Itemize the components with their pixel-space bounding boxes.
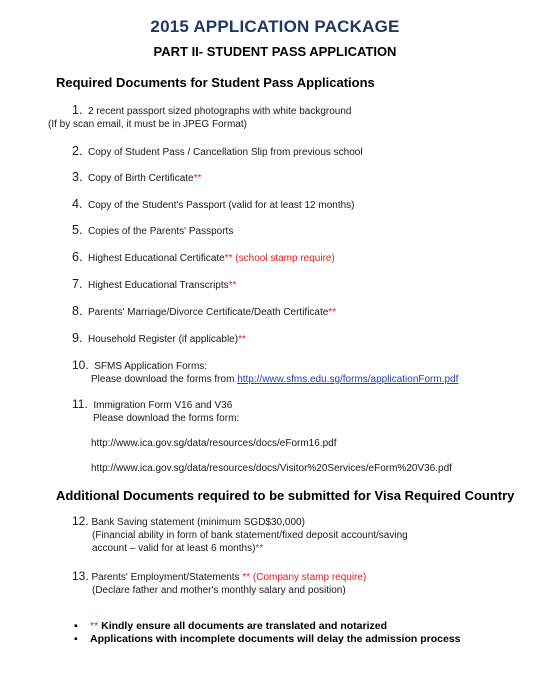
bullet-icon: ▪ [74,620,78,632]
list-item: 10. SFMS Application Forms: Please download the forms from http://www.sfms.edu.sg/forms/applicationForm.pdf [72,358,459,385]
section-heading-required: Required Documents for Student Pass Applications [56,75,375,90]
list-item: 9. Household Register (if applicable)** [72,331,246,345]
list-item: 13. Parents' Employment/Statements ** (Company stamp require) (Declare father and mother's monthly salary and position) [72,569,367,596]
list-item: 1. 2 recent passport sized photographs with white background (If by scan email, it must be in JPEG Format) [48,103,352,130]
page-title: 2015 APPLICATION PACKAGE [150,17,400,36]
list-item: 12. Bank Saving statement (minimum SGD$30,000) (Financial ability in form of bank statement/fixed deposit account/saving account – valid for at least 6 months)** [72,514,408,554]
list-item: 8. Parents' Marriage/Divorce Certificate/Death Certificate** [72,304,337,318]
list-item: 2. Copy of Student Pass / Cancellation Slip from previous school [72,144,363,158]
bullet-icon: ▪ [74,633,78,645]
section-heading-additional: Additional Documents required to be submitted for Visa Required Country [56,488,515,503]
page-subtitle: PART II- STUDENT PASS APPLICATION [153,44,397,59]
list-item: 11. Immigration Form V16 and V36 Please download the forms form: [72,397,240,424]
list-item: 3. Copy of Birth Certificate** [72,170,202,184]
list-item: 7. Highest Educational Transcripts** [72,277,237,291]
list-item: 4. Copy of the Student's Passport (valid for at least 12 months) [72,197,355,211]
note-incomplete: ▪ Applications with incomplete documents will delay the admission process [74,633,461,645]
list-item: 6. Highest Educational Certificate** (school stamp require) [72,250,335,264]
sfms-application-form-link[interactable]: http://www.sfms.edu.sg/forms/applicationForm.pdf [237,374,459,385]
url-eform-v36: http://www.ica.gov.sg/data/resources/docs/Visitor%20Services/eForm%20V36.pdf [91,463,452,474]
url-eform16: http://www.ica.gov.sg/data/resources/docs/eForm16.pdf [91,438,337,449]
list-item: 5. Copies of the Parents' Passports [72,223,234,237]
note-translated: ▪ ** Kindly ensure all documents are translated and notarized [74,620,388,632]
